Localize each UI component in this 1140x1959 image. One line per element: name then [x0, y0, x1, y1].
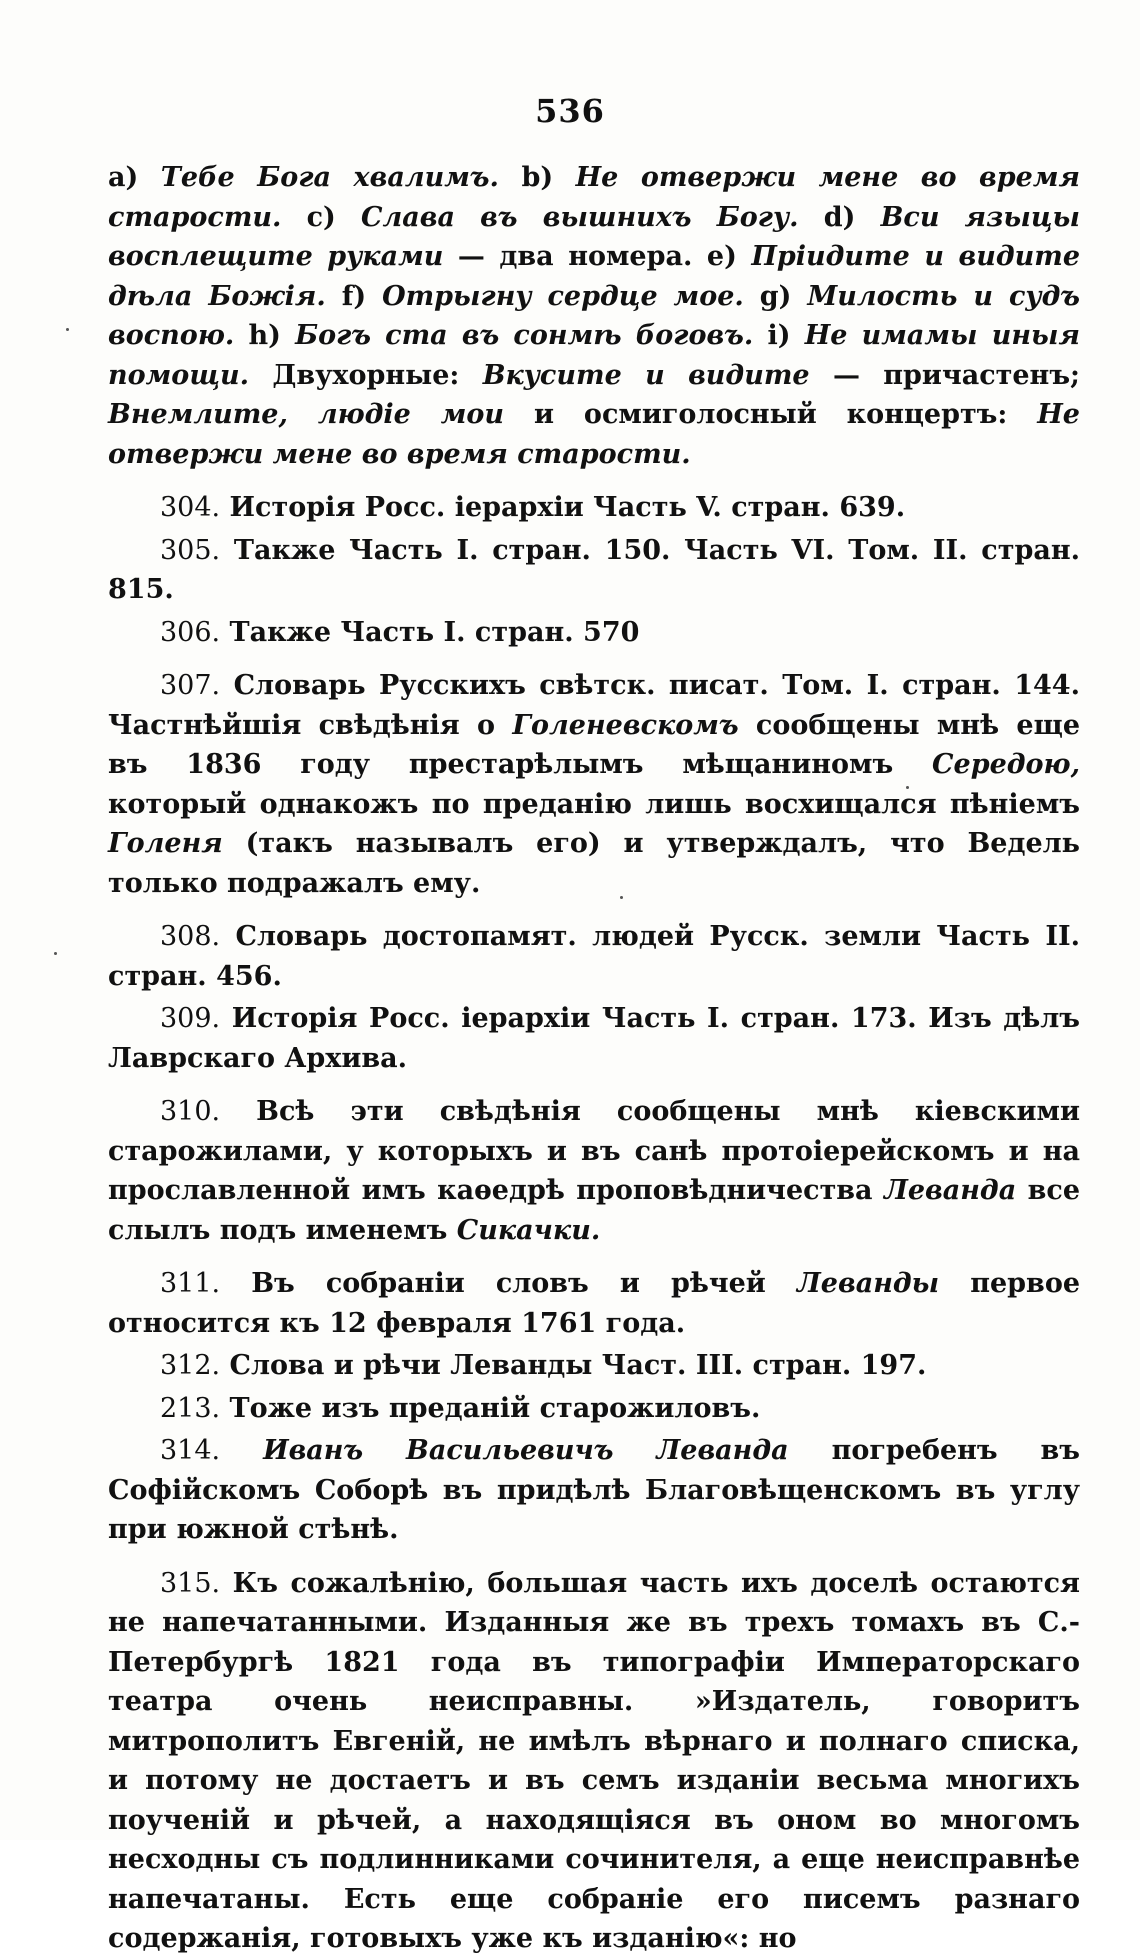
note-paragraph [108, 488, 1080, 528]
text-run: Исторія Росс. іерархіи Часть I. стран. 173. Изъ дѣлъ Лаврскаго Архива. [108, 1003, 1080, 1074]
note-paragraph [108, 1431, 1080, 1550]
notes-list [108, 488, 1080, 1959]
italic-text: Внемлите, людіе мои [108, 399, 505, 430]
note-number: 309. [160, 1003, 221, 1034]
paper-speck [620, 896, 623, 899]
text-run: все слылъ подъ именемъ [108, 1175, 1080, 1246]
paper-speck [54, 952, 57, 955]
note-paragraph [108, 917, 1080, 996]
text-run: Двухорные: [248, 359, 483, 391]
text-run: f) [325, 280, 383, 312]
text-run: Всѣ эти свѣдѣнія сообщены мнѣ кіевскими старожилами, у которыхъ и въ санѣ протоіерейскомъ и на прославленной имъ каѳедрѣ проповѣдничества [108, 1096, 1080, 1206]
italic-text: Не имамы иныя помощи. [108, 320, 1080, 391]
italic-text: Слава въ вышнихъ Богу. [361, 201, 799, 233]
text-run: h) [234, 320, 296, 351]
text-run: — два номера. e) [443, 241, 752, 272]
text-run: Словарь Русскихъ свѣтск. писат. Том. I. стран. 144. Частнѣйшія свѣдѣнія о [108, 670, 1080, 741]
note-paragraph [108, 613, 1080, 653]
note-number: 312. [160, 1350, 221, 1381]
italic-text: Отрыгну сердце мое. [382, 280, 744, 312]
italic-text: Середою, [932, 749, 1080, 780]
text-run: Слова и рѣчи Леванды Част. III. стран. 197. [220, 1350, 927, 1381]
italic-text: Милость и судъ воспою. [108, 280, 1080, 351]
text-run: c) [281, 201, 362, 233]
italic-text: Не отвержи мене во время старости. [108, 399, 1080, 470]
text-run: (такъ называлъ его) и утверждалъ, что Ведель только подражалъ ему. [108, 828, 1080, 899]
italic-text: Тебе Бога хвалимъ. [160, 162, 499, 193]
note-number: 310. [160, 1096, 221, 1127]
text-run: b) [498, 162, 576, 193]
paper-speck [906, 786, 909, 789]
text-run: a) [108, 162, 161, 193]
note-paragraph [108, 1389, 1080, 1429]
italic-text: Вси языцы восплещите руками [108, 201, 1080, 272]
text-run: погребенъ въ Софійскомъ Соборѣ въ придѣлѣ Благовѣщенскомъ въ углу при южной стѣнѣ. [108, 1435, 1081, 1545]
page-number: 536 [535, 92, 605, 130]
italic-text: Вкусите и видите [482, 359, 810, 391]
note-number: 306. [160, 616, 221, 648]
text-run: Также Часть I. стран. 150. Часть VI. Том. II. стран. 815. [108, 534, 1080, 605]
text-run: сообщены мнѣ еще въ 1836 году престарѣлымъ мѣщаниномъ [108, 709, 1080, 780]
note-number: 311. [160, 1268, 221, 1299]
text-run: g) [743, 280, 808, 312]
italic-text: Голеневскомъ [512, 709, 739, 741]
note-paragraph [108, 1346, 1080, 1386]
paper-speck [66, 328, 69, 331]
italic-text: Богъ ста въ сонмѣ боговъ. [295, 320, 754, 351]
text-run: Также Часть I. стран. 570 [220, 616, 640, 648]
text-run: который однакожъ по преданію лишь восхищался пѣніемъ [108, 788, 1080, 820]
note-paragraph [108, 1564, 1080, 1959]
text-run: Исторія Росс. іерархіи Часть V. стран. 639. [220, 492, 906, 523]
text-run: d) [798, 201, 881, 233]
italic-text: Голеня [108, 828, 223, 859]
text-run: — причастенъ; [809, 359, 1080, 391]
note-paragraph [108, 531, 1080, 610]
note-number: 315. [160, 1567, 221, 1599]
italic-text: Иванъ Васильевичъ Леванда [263, 1435, 789, 1466]
text-run: первое относится къ 12 февраля 1761 года. [108, 1268, 1081, 1339]
text-run: и осмиголосный концертъ: [504, 399, 1038, 430]
text-run: Словарь достопамят. людей Русск. земли Часть II. стран. 456. [108, 921, 1080, 992]
note-number: 304. [160, 492, 221, 523]
italic-text: Не отвержи мене во время старости. [108, 162, 1080, 233]
intro-paragraph [108, 158, 1080, 474]
note-paragraph [108, 999, 1080, 1078]
page-body [108, 158, 1080, 1959]
text-run [220, 1435, 263, 1466]
note-number: 314. [160, 1435, 221, 1466]
text-run: Въ собраніи словъ и рѣчей [220, 1268, 797, 1299]
text-run: i) [753, 320, 805, 351]
note-paragraph [108, 1092, 1080, 1250]
note-number: 305. [160, 534, 221, 566]
text-run: Тоже изъ преданій старожиловъ. [220, 1392, 761, 1424]
italic-text: Леванда [883, 1175, 1017, 1206]
italic-text: Леванды [796, 1268, 940, 1299]
italic-text: Сикачки. [456, 1214, 601, 1246]
note-number: 307. [160, 670, 221, 701]
note-number: 213. [160, 1392, 221, 1424]
note-number: 308. [160, 921, 221, 952]
note-paragraph [108, 1264, 1080, 1343]
text-run: Къ сожалѣнію, большая часть ихъ доселѣ остаются не напечатанными. Изданныя же въ трехъ томахъ въ С.-Петербургѣ 1821 года въ типографіи Императорскаго театра очень неисправны. »Издатель, говоритъ митрополитъ Евгеній, не имѣлъ вѣрнаго и полнаго списка, и потому не достаетъ и въ семъ изданіи весьма многихъ поученій и рѣчей, а находящіяся въ оном во многомъ несходны съ подлинниками сочинителя, а еще неисправнѣе напечатаны. Есть еще собраніе его писемъ разнаго содержанія, готовыхъ уже къ изданію«: но [108, 1567, 1080, 1954]
italic-text: Пріидите и видите дѣла Божія. [108, 241, 1080, 312]
note-paragraph [108, 666, 1080, 903]
